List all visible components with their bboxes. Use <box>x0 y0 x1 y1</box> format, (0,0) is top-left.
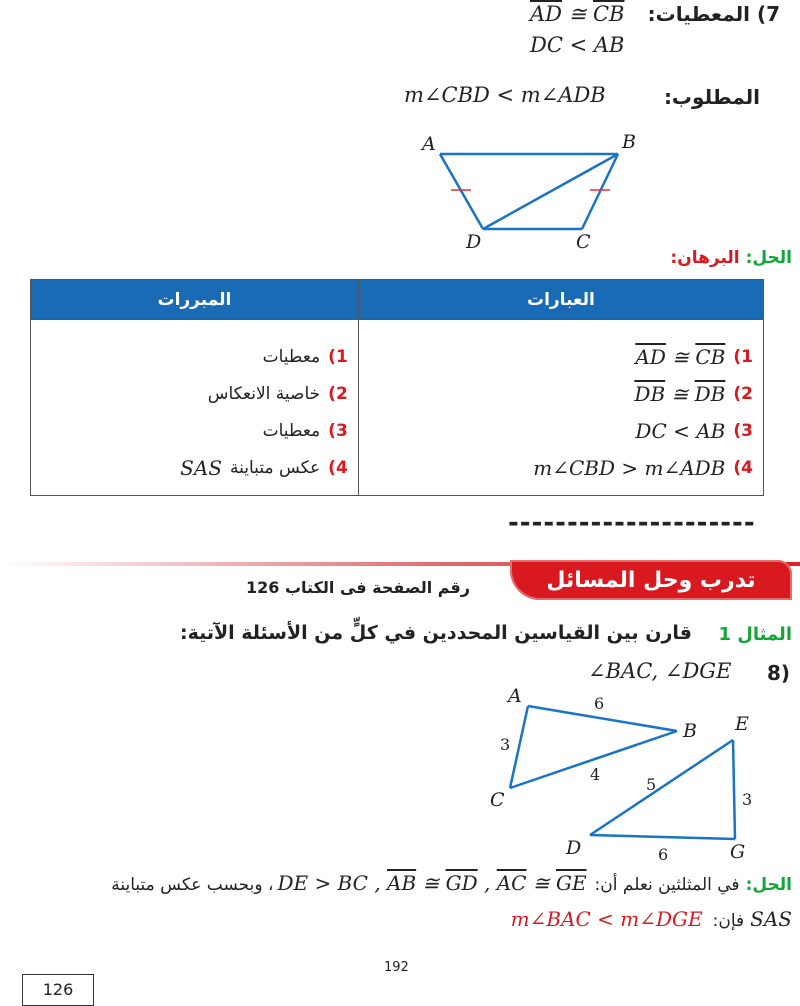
page-reference: رقم الصفحة فى الكتاب 126 <box>245 578 470 597</box>
side-de2: 5 <box>646 775 657 794</box>
label-d: D <box>466 231 482 253</box>
statement-row: 2) $\overline{DB}$ ≅ $\overline{DB}$ <box>634 381 753 406</box>
header-reasons: المبررات <box>31 280 359 320</box>
side-eg2: 3 <box>742 790 753 809</box>
solution2-line1: الحل: في المثلثين نعلم أن: DE > BC , $\overline{AB}$ ≅ $\overline{GD}$ , $\overline{AC}$ ≅ $\overline{GE}$ ، وبحسب عكس متباينة <box>111 871 792 895</box>
given-line1: $\overline{AD}$ ≅ $\overline{CB}$ <box>530 2 625 26</box>
label-c2: C <box>490 789 505 811</box>
label-a: A <box>422 133 436 155</box>
segment-ad <box>440 154 483 229</box>
segment-dg2 <box>590 835 735 839</box>
problem-8-angles: ∠BAC, ∠DGE <box>588 659 732 683</box>
label-g2: G <box>730 841 746 863</box>
side-ab2: 6 <box>594 694 605 713</box>
book-page-box: 126 <box>22 974 94 1006</box>
given-number: 7) <box>756 2 780 26</box>
solution2-line2: SAS فإن: m∠BAC < m∠DGE <box>510 907 792 931</box>
example-text: قارن بين القياسين المحددين في كلٍّ من الأسئلة الآتية: <box>179 622 692 644</box>
side-dg2: 6 <box>658 845 669 864</box>
separator-dashes: --------------------- <box>508 508 756 538</box>
triangles-figure <box>480 684 780 864</box>
statement-row: 3) DC < AB <box>635 418 753 443</box>
side-ac2: 3 <box>500 735 511 754</box>
given-line2: DC < AB <box>530 33 625 57</box>
segment-eg2 <box>733 740 735 839</box>
example-label: المثال 1 <box>718 624 792 645</box>
label-c: C <box>576 231 591 253</box>
page-number: 192 <box>384 960 409 975</box>
label-e2: E <box>735 713 749 735</box>
proof-table <box>30 279 764 496</box>
trapezoid-figure <box>410 128 650 256</box>
side-cb2: 4 <box>590 765 601 784</box>
problem-8-number: (8 <box>766 661 790 685</box>
reasons-column <box>31 320 359 496</box>
required-label: المطلوب: <box>663 85 760 109</box>
segment-ac2 <box>510 706 528 788</box>
statement-row: 4) m∠CBD > m∠ADB <box>533 455 753 480</box>
statements-column <box>358 320 763 496</box>
label-a2: A <box>508 685 522 707</box>
given-label: المعطيات: <box>647 2 750 26</box>
reason-row: 3) معطيات <box>262 420 348 441</box>
reason-row: 4) عكس متباينة SAS <box>180 455 348 480</box>
label-d2: D <box>566 837 582 859</box>
header-statements: العبارات <box>358 280 763 320</box>
segment-db <box>483 154 618 229</box>
solution-label: الحل: البرهان: <box>670 248 792 268</box>
statement-row: 1) $\overline{AD}$ ≅ $\overline{CB}$ <box>635 344 753 369</box>
label-b2: B <box>683 720 697 742</box>
section-title-tab: تدرب وحل المسائل <box>510 560 792 600</box>
label-b: B <box>622 131 636 153</box>
reason-row: 1) معطيات <box>262 346 348 367</box>
required-value: m∠CBD < m∠ADB <box>404 83 606 107</box>
reason-row: 2) خاصية الانعكاس <box>207 383 348 404</box>
